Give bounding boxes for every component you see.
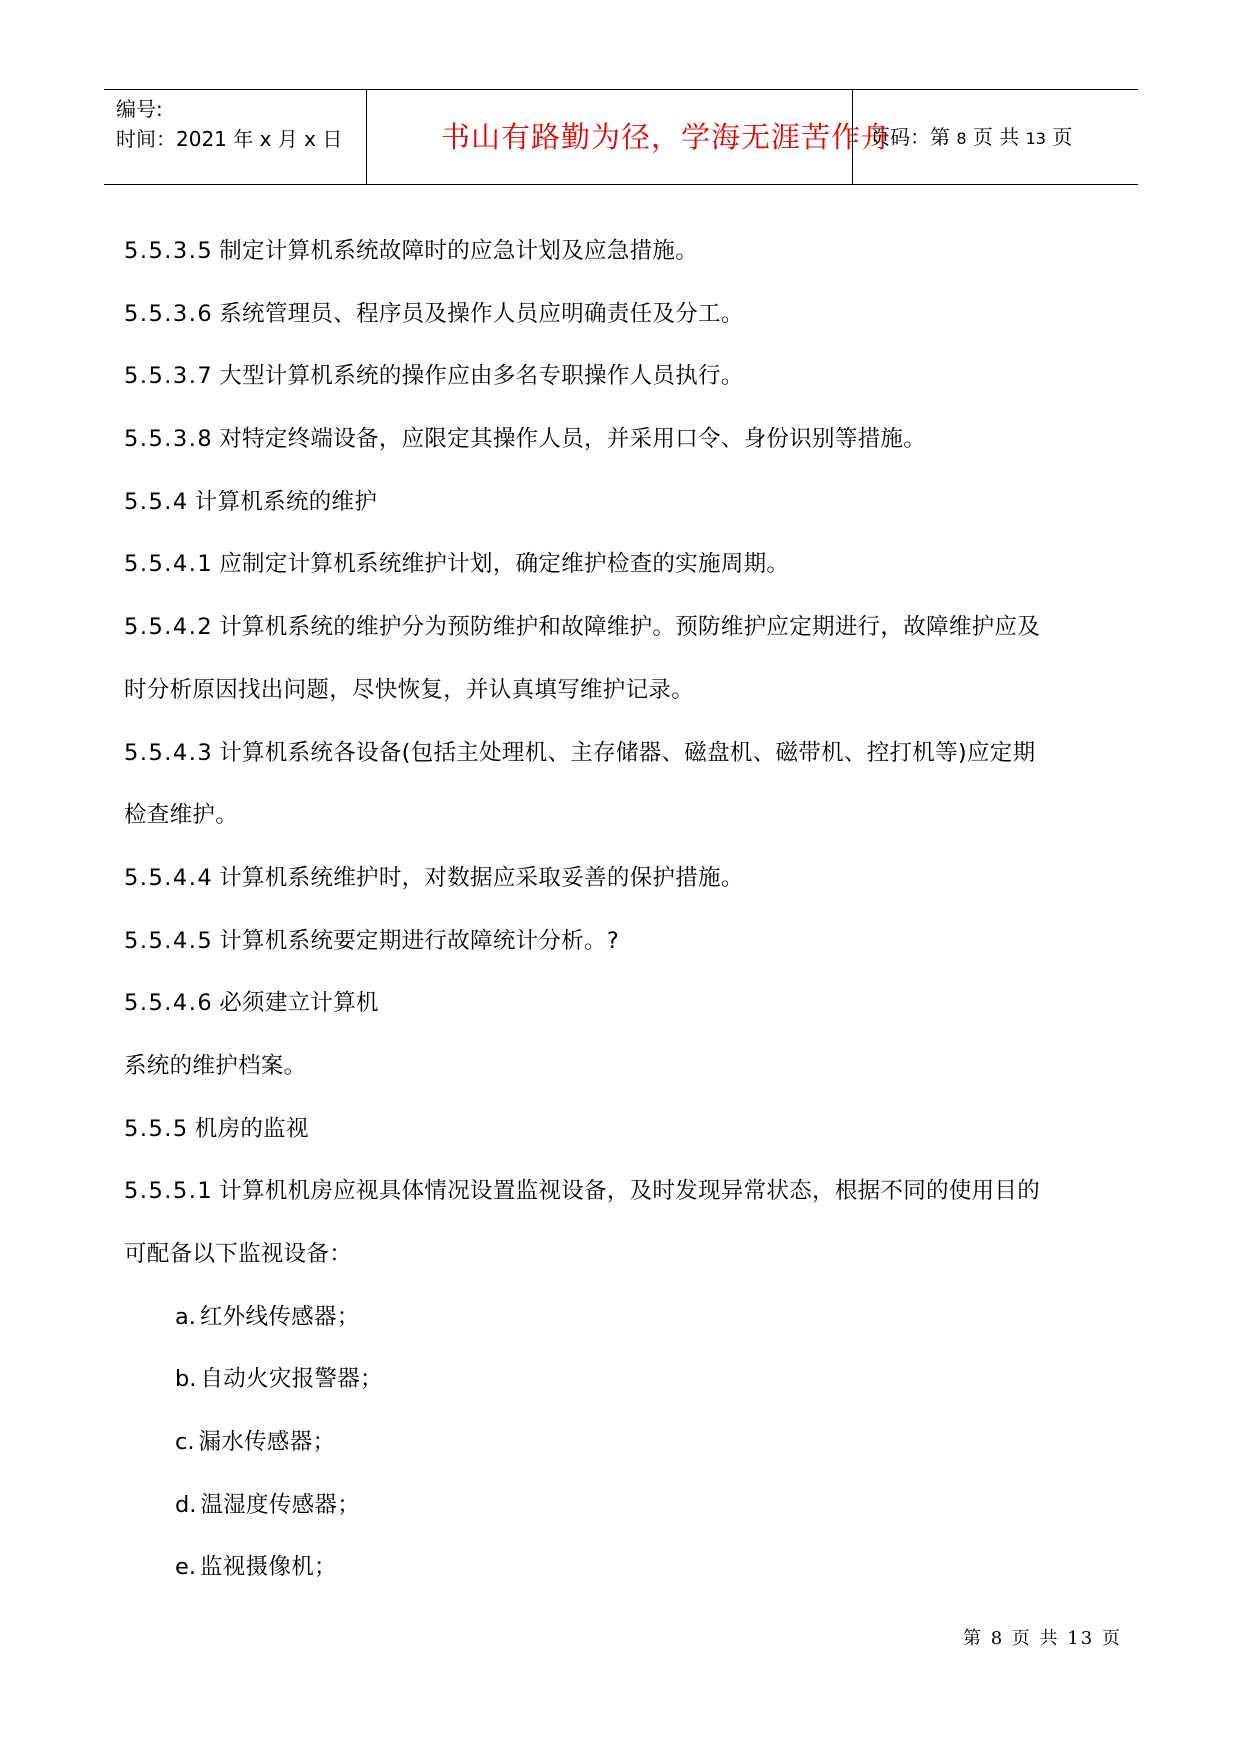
clause-number: 5.5.3.5 (124, 238, 214, 264)
clause-number: 5.5.3.6 (124, 300, 214, 327)
page-prefix: 页码：第 (870, 125, 950, 149)
clause-5-5-4-6-continued (124, 1035, 1124, 1098)
clause-text: 系统管理员、程序员及操作人员应明确责任及分工。 (219, 300, 744, 327)
section-title: 机房的监视 (194, 1115, 309, 1142)
document-header (104, 89, 1138, 185)
section-title: 计算机系统的维护 (194, 488, 378, 515)
clause-5-5-3-8 (124, 408, 1124, 471)
page-footer: 第 8 页 共 13 页 (963, 1628, 1122, 1649)
clause-5-5-5-1 (124, 1160, 1124, 1223)
page-current: 8 (956, 129, 967, 148)
clause-5-5-4-2 (124, 596, 1124, 659)
list-item-marker: a. (175, 1303, 196, 1330)
clause-text: 计算机系统维护时，对数据应采取妥善的保护措施。 (219, 864, 744, 891)
clause-5-5-4-3 (124, 722, 1124, 785)
clause-text: 可配备以下监视设备： (124, 1241, 353, 1267)
header-meta (116, 94, 342, 154)
list-item (124, 1536, 1124, 1599)
section-number: 5.5.4 (124, 488, 189, 515)
clause-number: 5.5.4.6 (124, 990, 214, 1017)
page-mid: 页 共 (972, 125, 1020, 149)
list-item (124, 1286, 1124, 1349)
page-total: 13 (1025, 129, 1046, 148)
clause-text: 对特定终端设备，应限定其操作人员，并采用口令、身份识别等措施。 (219, 426, 927, 453)
list-item-marker: d. (175, 1491, 197, 1518)
document-date: 时间：2021 年 x 月 x 日 (116, 127, 343, 151)
clause-5-5-4-3-continued (124, 784, 1124, 847)
header-page-number (870, 90, 1072, 184)
clause-number: 5.5.4.3 (124, 739, 214, 766)
clause-text: 计算机系统的维护分为预防维护和故障维护。预防维护应定期进行，故障维护应及 (219, 614, 1041, 641)
list-item-text: 监视摄像机； (200, 1554, 337, 1581)
list-item-marker: c. (175, 1429, 195, 1456)
clause-text: 时分析原因找出问题，尽快恢复，并认真填写维护记录。 (124, 676, 695, 703)
clause-5-5-3-5 (124, 220, 1124, 283)
document-number-label: 编号: (116, 97, 163, 121)
clause-5-5-5-1-continued (124, 1223, 1124, 1286)
header-motto: 书山有路勤为径，学海无涯苦作舟 (440, 120, 891, 154)
clause-5-5-4-5 (124, 910, 1124, 973)
list-item-marker: e. (175, 1554, 196, 1581)
clause-text: 计算机系统各设备(包括主处理机、主存储器、磁盘机、磁带机、控打机等)应定期 (219, 739, 1036, 766)
list-item (124, 1348, 1124, 1411)
clause-number: 5.5.4.5 (124, 927, 214, 954)
clause-text: 应制定计算机系统维护计划，确定维护检查的实施周期。 (219, 551, 790, 578)
clause-number: 5.5.4.1 (124, 551, 214, 578)
clause-text: 检查维护。 (124, 802, 239, 829)
section-5-5-5-heading (124, 1098, 1124, 1161)
list-item (124, 1474, 1124, 1537)
clause-5-5-3-6 (124, 283, 1124, 346)
header-divider-left (366, 90, 367, 184)
list-item-text: 自动火灾报警器； (200, 1366, 383, 1393)
clause-number: 5.5.4.2 (124, 614, 214, 641)
list-item-text: 红外线传感器； (199, 1303, 360, 1330)
clause-5-5-4-6 (124, 972, 1124, 1035)
clause-number: 5.5.5.1 (124, 1178, 214, 1205)
list-item-text: 漏水传感器； (198, 1429, 336, 1456)
section-5-5-4-heading (124, 471, 1124, 534)
page-suffix: 页 (1052, 125, 1073, 149)
clause-5-5-4-1 (124, 533, 1124, 596)
clause-text: 计算机机房应视具体情况设置监视设备，及时发现异常状态，根据不同的使用目的 (219, 1178, 1041, 1205)
clause-text: 系统的维护档案。 (124, 1052, 307, 1079)
document-body (124, 220, 1124, 1599)
header-divider-right (852, 90, 853, 184)
list-item-marker: b. (175, 1366, 197, 1393)
clause-text: 必须建立计算机 (219, 990, 379, 1017)
list-item (124, 1411, 1124, 1474)
clause-text: 制定计算机系统故障时的应急计划及应急措施。 (219, 238, 699, 264)
clause-number: 5.5.3.8 (124, 426, 214, 453)
clause-number: 5.5.4.4 (124, 864, 214, 891)
clause-5-5-3-7 (124, 345, 1124, 408)
clause-5-5-4-2-continued (124, 659, 1124, 722)
clause-text: 大型计算机系统的操作应由多名专职操作人员执行。 (219, 363, 744, 390)
list-item-text: 温湿度传感器； (200, 1491, 361, 1518)
clause-text: 计算机系统要定期进行故障统计分析。? (219, 927, 620, 954)
clause-5-5-4-4 (124, 847, 1124, 910)
section-number: 5.5.5 (124, 1115, 189, 1142)
clause-number: 5.5.3.7 (124, 363, 214, 390)
